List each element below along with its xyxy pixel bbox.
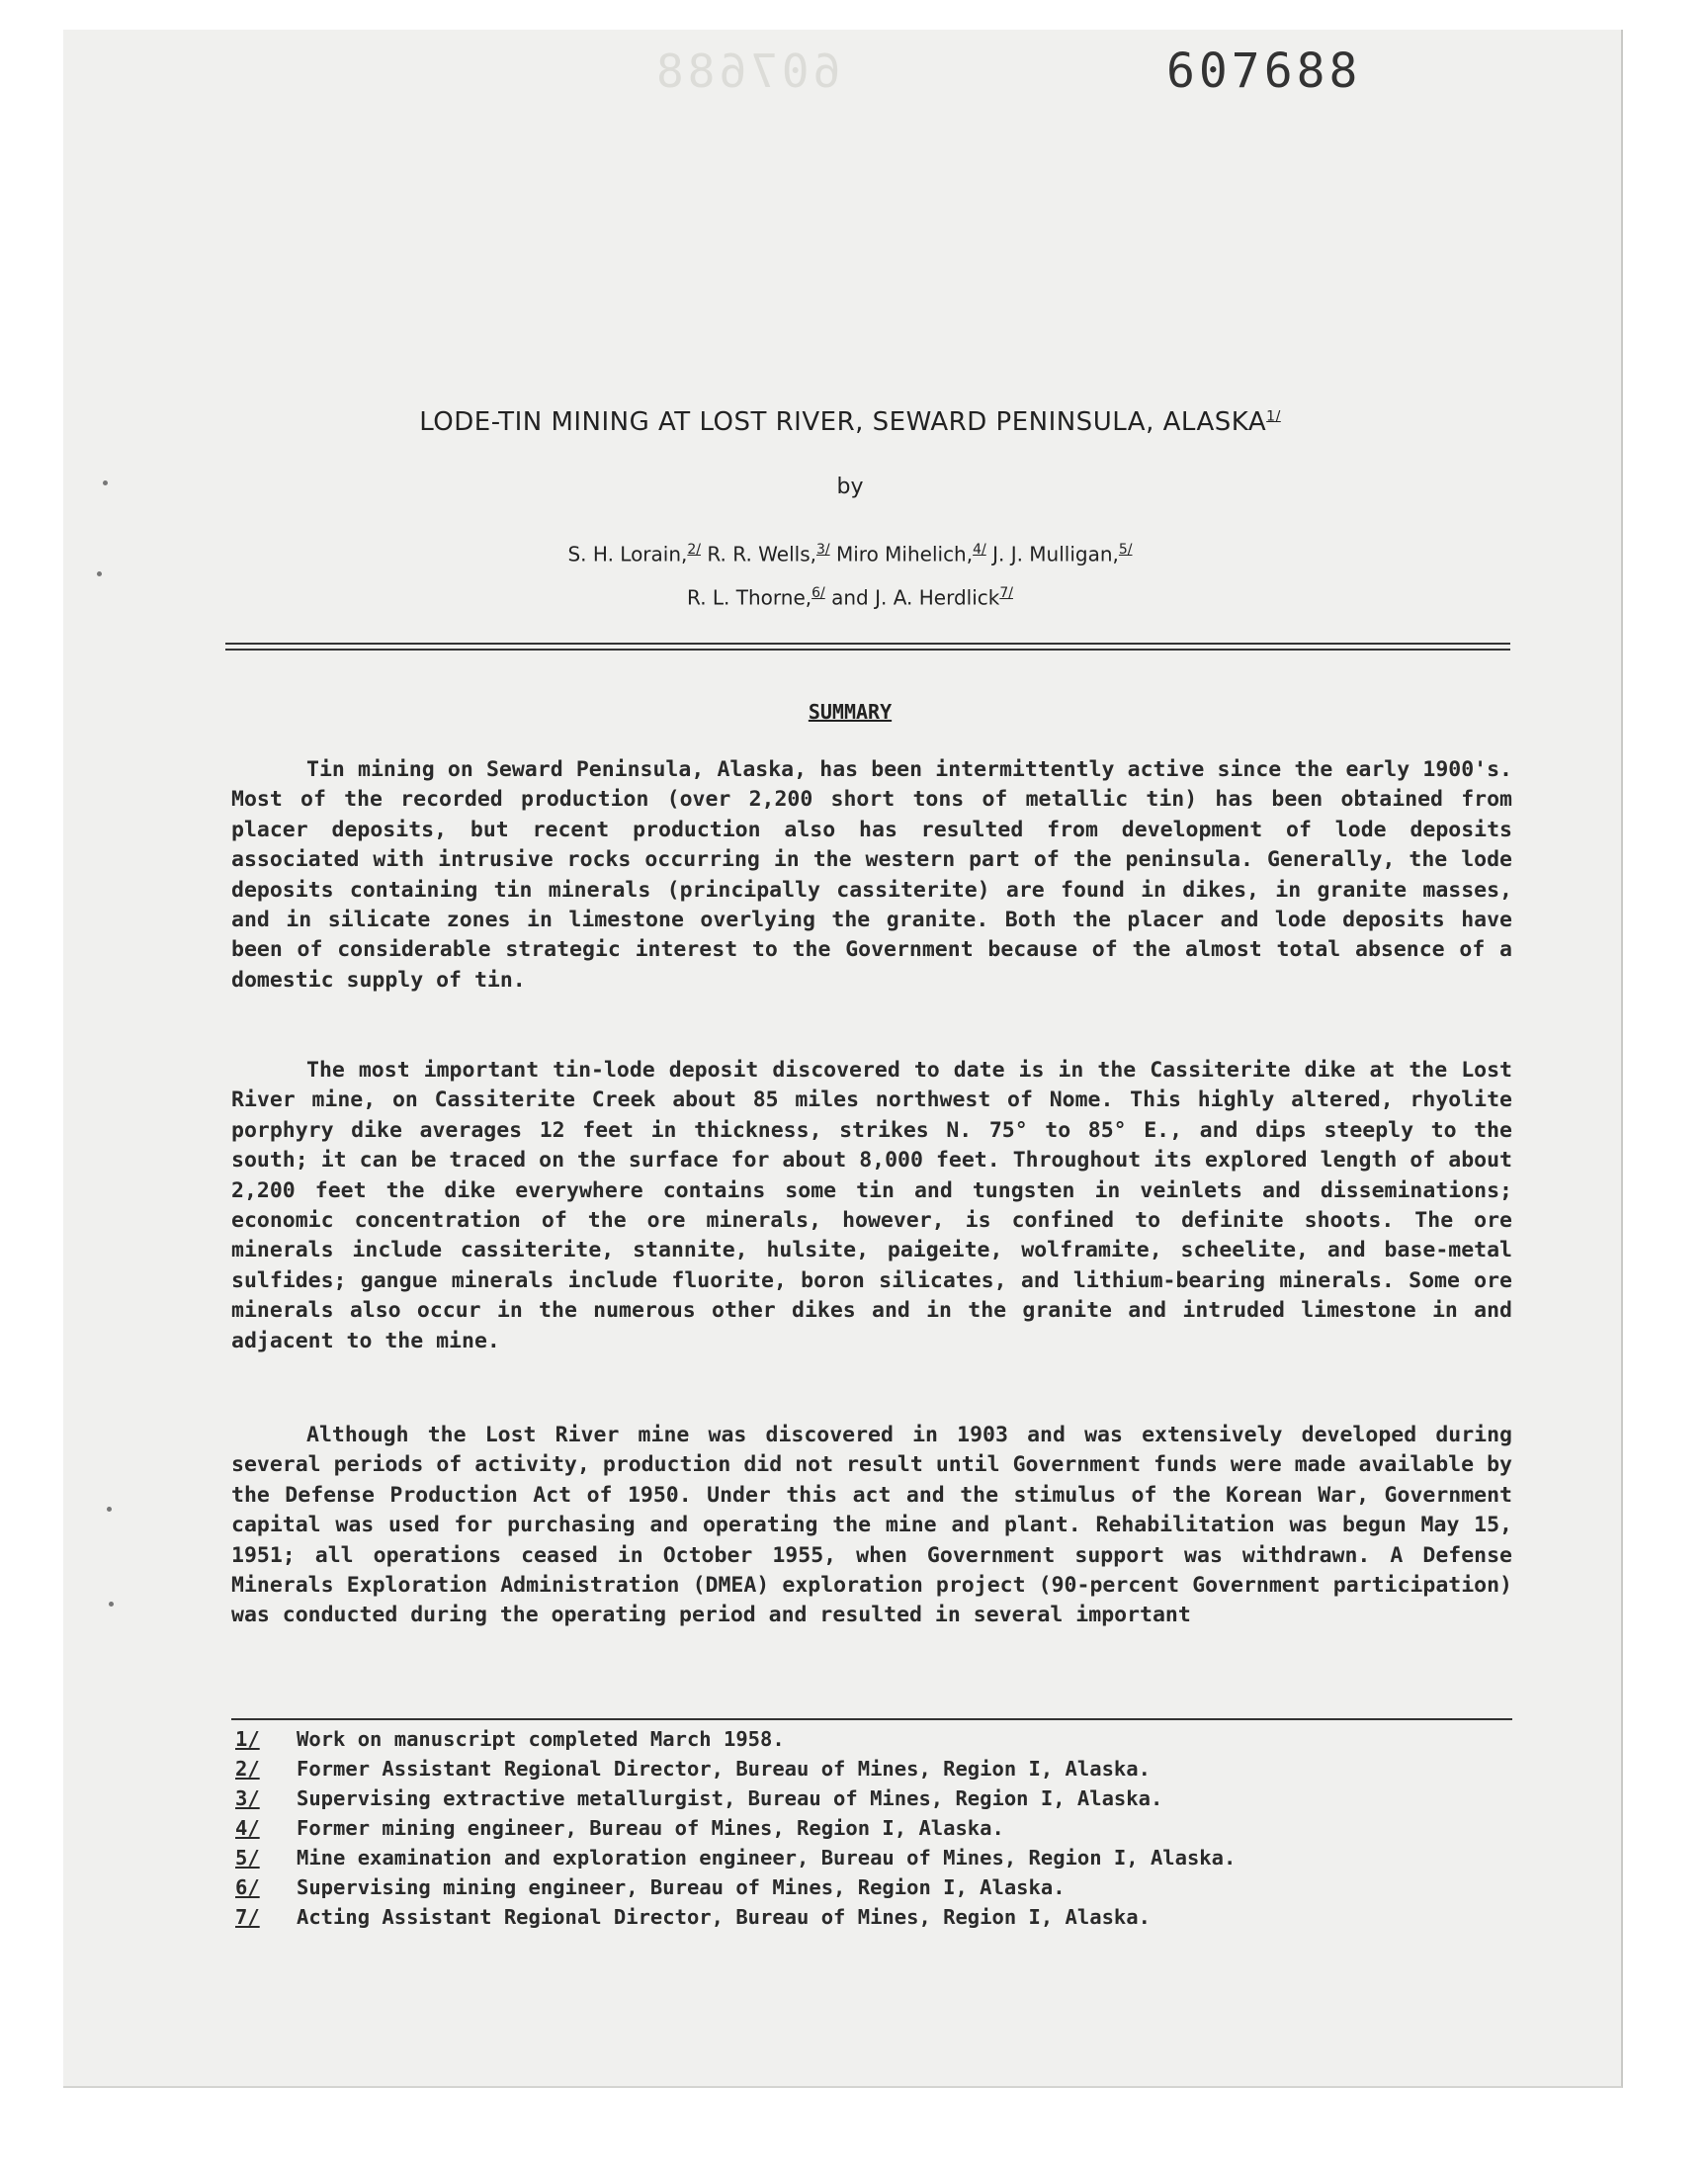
document-title: [138, 407, 1562, 437]
footnote: [235, 1813, 1520, 1843]
footnote-text: Work on manuscript completed March 1958.: [297, 1727, 785, 1751]
footnote: [235, 1754, 1520, 1784]
summary-paragraph-1: Tin mining on Seward Peninsula, Alaska, has been intermittently active since the early 1900's. Most of the recorded production (over 2,200 short tons of metallic tin) has been obtained from placer deposits, but recent production also has resulted from development of lode deposits associated with intrusive rocks occurring in the western part of the peninsula. Generally, the lode deposits containing tin minerals (principally cassiterite) are found in dikes, in granite masses, and in silicate zones in limestone overlying the granite. Both the placer and lode deposits have been of considerable strategic interest to the Government because of the almost total absence of a domestic supply of tin.: [231, 757, 1512, 993]
bleed-through-stamp: 607688: [652, 44, 841, 98]
scan-speck: [109, 1602, 114, 1607]
footnote-divider: [231, 1718, 1512, 1720]
footnote-mark: 2/: [235, 1757, 260, 1781]
author-footnote-ref: 3/: [815, 542, 830, 558]
footnote-mark: 5/: [235, 1846, 260, 1870]
footnotes: [235, 1724, 1520, 1932]
footnote-mark: 6/: [235, 1875, 260, 1899]
footnote-mark: 4/: [235, 1816, 260, 1840]
author-name: J. J. Mulligan,: [992, 542, 1119, 566]
author-footnote-ref: 5/: [1118, 542, 1133, 558]
author-footnote-ref: 6/: [811, 585, 825, 601]
footnote-text: Acting Assistant Regional Director, Bureau of Mines, Region I, Alaska.: [297, 1905, 1151, 1929]
title-divider: [225, 643, 1510, 651]
footnote: [235, 1843, 1520, 1872]
summary-heading: SUMMARY: [808, 700, 893, 724]
author-footnote-ref: 2/: [687, 542, 702, 558]
author-name: R. R. Wells,: [707, 542, 816, 566]
summary-paragraph-2: The most important tin-lode deposit discovered to date is in the Cassiterite dike at the Lost River mine, on Cassiterite Creek about 85 miles northwest of Nome. This highly altered, rhyolite porphyry dike averages 12 feet in thickness, strikes N. 75° to 85° E., and dips steeply to the south; it can be traced on the surface for about 8,000 feet. Throughout its explored length of about 2,200 feet the dike everywhere contains some tin and tungsten in veinlets and disseminations; economic concentration of the ore minerals, however, is confined to definite shoots. The ore minerals include cassiterite, stannite, hulsite, paigeite, wolframite, scheelite, and base-metal sulfides; gangue minerals include fluorite, boron silicates, and lithium-bearing minerals. Some ore minerals also occur in the numerous other dikes and in the granite and intruded limestone in and adjacent to the mine.: [231, 1058, 1512, 1353]
footnote-text: Mine examination and exploration engineer, Bureau of Mines, Region I, Alaska.: [297, 1846, 1237, 1870]
author-name: R. L. Thorne,: [687, 585, 812, 610]
author-footnote-ref: 7/: [999, 585, 1013, 601]
footnote-mark: 1/: [235, 1727, 260, 1751]
footnote-mark: 7/: [235, 1905, 260, 1929]
author-name: and J. A. Herdlick: [831, 585, 1000, 610]
author-name: Miro Mihelich,: [835, 542, 974, 566]
footnote-mark: 3/: [235, 1786, 260, 1810]
summary-paragraph-3: Although the Lost River mine was discovered in 1903 and was extensively developed during several periods of activity, production did not result until Government funds were made available by the Defense Production Act of 1950. Under this act and the stimulus of the Korean War, Government capital was used for purchasing and operating the mine and plant. Rehabilitation was begun May 15, 1951; all operations ceased in October 1955, when Government support was withdrawn. A Defense Minerals Exploration Administration (DMEA) exploration project (90-percent Government participation) was conducted during the operating period and resulted in several important: [231, 1423, 1512, 1628]
title-text: LODE-TIN MINING AT LOST RIVER, SEWARD PENINSULA, ALASKA: [419, 407, 1267, 437]
footnote: [235, 1724, 1520, 1754]
author-line-1: [138, 542, 1562, 566]
scan-speck: [97, 571, 102, 576]
byline: by: [836, 475, 864, 499]
footnote-text: Supervising mining engineer, Bureau of Mines, Region I, Alaska.: [297, 1875, 1066, 1899]
author-footnote-ref: 4/: [973, 542, 986, 558]
scan-speck: [103, 480, 108, 485]
title-footnote-ref: 1/: [1266, 408, 1281, 425]
footnote-text: Former mining engineer, Bureau of Mines, Region I, Alaska.: [297, 1816, 1004, 1840]
document-number-stamp: 607688: [1166, 44, 1362, 99]
footnote: [235, 1784, 1520, 1813]
footnote: [235, 1902, 1520, 1932]
author-line-2: [138, 585, 1562, 610]
footnote-text: Former Assistant Regional Director, Bureau of Mines, Region I, Alaska.: [297, 1757, 1151, 1781]
footnote: [235, 1872, 1520, 1902]
footnote-text: Supervising extractive metallurgist, Bureau of Mines, Region I, Alaska.: [297, 1786, 1163, 1810]
scan-speck: [107, 1507, 112, 1512]
author-name: S. H. Lorain,: [567, 542, 688, 566]
